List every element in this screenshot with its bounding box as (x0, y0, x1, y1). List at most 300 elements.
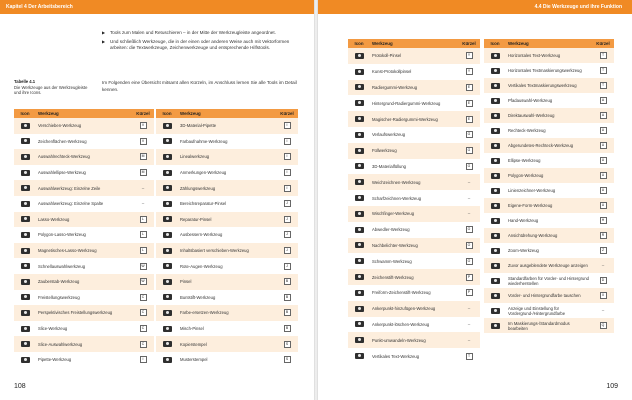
shortcut-key: M (140, 169, 147, 176)
tool-name: Ellipse-Werkzeug (506, 153, 592, 168)
tool-icon-cell (348, 190, 370, 206)
table-row (14, 336, 154, 352)
tool-name: Verschieben-Werkzeug (36, 118, 132, 134)
tool-shortcut-cell (276, 227, 298, 243)
tool-icon-cell (14, 305, 36, 321)
header-key: Kürzel (276, 109, 298, 118)
tool-icon-cell (348, 174, 370, 190)
tool-shortcut-cell (132, 165, 154, 181)
table-row (156, 118, 298, 134)
table-row (156, 180, 298, 196)
shortcut-key: W (141, 263, 145, 268)
no-shortcut: – (467, 306, 471, 312)
header-icon: Icon (348, 39, 370, 48)
shortcut-key: I (284, 138, 291, 145)
tool-icon (491, 158, 500, 164)
tool-icon (491, 53, 500, 59)
tool-name: 3D-Material-Pipette (178, 118, 276, 134)
tool-icon (21, 310, 30, 316)
tool-name: Vertikales Text-Werkzeug (370, 348, 458, 364)
tool-icon-cell (348, 222, 370, 238)
tool-shortcut-cell (592, 63, 614, 78)
tool-name: Magnetisches-Lasso-Werkzeug (36, 243, 132, 259)
table-row (348, 190, 480, 206)
table-row (484, 78, 614, 93)
shortcut-key: Z (600, 247, 607, 254)
tool-shortcut-cell (276, 336, 298, 352)
shortcut-key: H (600, 217, 607, 224)
tool-icon-cell (348, 143, 370, 159)
tool-icon-cell (484, 228, 506, 243)
right-page (318, 0, 632, 400)
tool-shortcut-cell (592, 258, 614, 273)
tool-name: Polygon-Lasso-Werkzeug (36, 227, 132, 243)
tool-shortcut-cell (132, 227, 154, 243)
tool-shortcut-cell (592, 153, 614, 168)
table-row (14, 321, 154, 337)
tool-icon-cell (14, 321, 36, 337)
shortcut-key: I (284, 169, 291, 176)
shortcut-key: E (466, 100, 473, 107)
table-row (484, 63, 614, 78)
table-row (484, 93, 614, 108)
tool-name: Kopierstempel (178, 336, 276, 352)
tool-icon (21, 326, 30, 332)
tool-icon-cell (14, 243, 36, 259)
tool-name: Radiergummi-Werkzeug (370, 80, 458, 96)
tool-shortcut-cell (592, 273, 614, 288)
tool-shortcut-cell (592, 138, 614, 153)
tool-shortcut-cell (592, 183, 614, 198)
tool-shortcut-cell (592, 213, 614, 228)
shortcut-key: J (284, 216, 291, 223)
tool-name: Auswahlellipse-Werkzeug (36, 165, 132, 181)
tool-icon-cell (348, 127, 370, 143)
tool-icon-cell (484, 168, 506, 183)
tool-shortcut-cell (458, 143, 480, 159)
shortcut-key: Y (466, 52, 473, 59)
tool-icon (163, 310, 172, 316)
tool-name: Vertikales Textmaskierungswerkzeug (506, 78, 592, 93)
table-row (484, 153, 614, 168)
table-row (484, 48, 614, 63)
tool-icon-cell (14, 258, 36, 274)
table-row (348, 332, 480, 348)
tool-icon-cell (484, 78, 506, 93)
tool-icon (355, 242, 364, 248)
tool-icon (21, 263, 30, 269)
tool-shortcut-cell (276, 290, 298, 306)
shortcut-key: A (600, 112, 607, 119)
shortcut-key: T (600, 67, 607, 74)
tool-icon (163, 123, 172, 129)
tool-shortcut-cell (276, 258, 298, 274)
tool-icon-cell (484, 303, 506, 318)
tool-icon-cell (348, 253, 370, 269)
tool-icon (355, 211, 364, 217)
tool-name: Ausbessern-Werkzeug (178, 227, 276, 243)
table-row (156, 196, 298, 212)
tool-icon-cell (348, 159, 370, 175)
tool-icon-cell (348, 48, 370, 64)
table-row (14, 149, 154, 165)
table-row (156, 149, 298, 165)
tool-name: Pfadauswahl-Werkzeug (506, 93, 592, 108)
tool-icon (163, 357, 172, 363)
tool-shortcut-cell (276, 305, 298, 321)
header-icon: Icon (14, 109, 36, 118)
table-row (484, 318, 614, 333)
tool-icon (355, 195, 364, 201)
tool-name: Linienzeichner-Werkzeug (506, 183, 592, 198)
tool-icon-cell (484, 108, 506, 123)
tool-icon (355, 148, 364, 154)
tool-shortcut-cell (458, 127, 480, 143)
table-row (348, 174, 480, 190)
tool-shortcut-cell (592, 228, 614, 243)
shortcut-key: T (466, 353, 473, 360)
tool-icon-cell (484, 183, 506, 198)
tool-shortcut-cell (592, 78, 614, 93)
tool-name: Auswahlwerkzeug: Einzelne Spalte (36, 196, 132, 212)
table-row (156, 243, 298, 259)
tool-shortcut-cell (592, 318, 614, 333)
tool-icon (163, 248, 172, 254)
header-tool: Werkzeug (36, 109, 132, 118)
tool-shortcut-cell (592, 48, 614, 63)
tool-name: Abgerundetes-Rechteck-Werkzeug (506, 138, 592, 153)
no-shortcut: – (601, 308, 605, 313)
tool-name: Hand-Werkzeug (506, 213, 592, 228)
table-row (14, 118, 154, 134)
tool-shortcut-cell (592, 108, 614, 123)
tool-shortcut-cell (458, 159, 480, 175)
tool-name: Slice-Werkzeug (36, 321, 132, 337)
tool-icon-cell (156, 134, 178, 150)
tool-icon-cell (484, 153, 506, 168)
tool-shortcut-cell (276, 243, 298, 259)
tool-shortcut-cell (458, 238, 480, 254)
table-row (348, 317, 480, 333)
table-row (348, 285, 480, 301)
no-shortcut: – (467, 321, 471, 327)
tool-icon (355, 274, 364, 280)
tool-icon-cell (156, 243, 178, 259)
table-row (484, 183, 614, 198)
shortcut-key: I (284, 122, 291, 129)
table-row (348, 269, 480, 285)
table-row (348, 127, 480, 143)
table-row (14, 290, 154, 306)
tool-name: Linealwerkzeug (178, 149, 276, 165)
header-key: Kürzel (458, 39, 480, 48)
shortcut-key: W (141, 279, 145, 284)
tool-icon-cell (156, 149, 178, 165)
tool-shortcut-cell (132, 196, 154, 212)
table-row (484, 288, 614, 303)
tool-icon (21, 232, 30, 238)
tool-icon (491, 68, 500, 74)
tool-table-2 (156, 109, 298, 368)
tool-icon (21, 279, 30, 285)
tool-name: Zoom-Werkzeug (506, 243, 592, 258)
tool-icon (21, 201, 30, 207)
tool-icon (163, 279, 172, 285)
tool-icon-cell (484, 318, 506, 333)
shortcut-key: X (600, 292, 607, 299)
tool-name: Schwamm-Werkzeug (370, 253, 458, 269)
shortcut-key: B (284, 309, 291, 316)
tool-icon (491, 218, 500, 224)
tool-icon (491, 233, 500, 239)
table-row (484, 168, 614, 183)
table-row (484, 138, 614, 153)
tool-icon (21, 185, 30, 191)
tool-shortcut-cell (592, 123, 614, 138)
header-key: Kürzel (592, 39, 614, 48)
tool-shortcut-cell (276, 118, 298, 134)
shortcut-key: B (284, 325, 291, 332)
tool-name: Ansichtdrehung-Werkzeug (506, 228, 592, 243)
table-row (348, 80, 480, 96)
table-row (348, 301, 480, 317)
tool-name: Ankerpunkt-hinzufügen-Werkzeug (370, 301, 458, 317)
tool-icon (355, 100, 364, 106)
table-row (156, 305, 298, 321)
tool-icon-cell (14, 352, 36, 368)
tool-icon (21, 216, 30, 222)
header-tool: Werkzeug (506, 39, 592, 48)
page-number-right: 109 (606, 383, 618, 390)
tool-name: Rechteck-Werkzeug (506, 123, 592, 138)
tool-icon-cell (156, 227, 178, 243)
tool-name: Eigene-Form-Werkzeug (506, 198, 592, 213)
shortcut-key: J (284, 247, 291, 254)
tool-name: Horizontales Text-Werkzeug (506, 48, 592, 63)
table-row (348, 238, 480, 254)
tool-shortcut-cell (132, 305, 154, 321)
table-row (156, 352, 298, 368)
tool-name: Zeichenflächen-Werkzeug (36, 134, 132, 150)
tool-name: Schnellauswahlwerkzeug (36, 258, 132, 274)
header-tool: Werkzeug (178, 109, 276, 118)
tool-icon (163, 326, 172, 332)
tool-name: Zählungswerkzeug (178, 180, 276, 196)
tool-icon (355, 258, 364, 264)
shortcut-key: I (284, 185, 291, 192)
tool-icon-cell (14, 149, 36, 165)
tool-name: Inhaltsbasiert verschieben-Werkzeug (178, 243, 276, 259)
tool-icon (355, 353, 364, 359)
tool-shortcut-cell (132, 274, 154, 290)
tool-icon (491, 188, 500, 194)
tool-icon-cell (484, 48, 506, 63)
table-row (156, 227, 298, 243)
tool-icon (355, 179, 364, 185)
table-row (156, 336, 298, 352)
shortcut-key: Q (600, 322, 607, 329)
table-row (156, 212, 298, 228)
tool-icon (355, 306, 364, 312)
tool-shortcut-cell (132, 118, 154, 134)
shortcut-key: P (466, 274, 473, 281)
tool-name: Pipette-Werkzeug (36, 352, 132, 368)
table-row (348, 159, 480, 175)
running-head-right: 4.4 Die Werkzeuge und ihre Funktion (318, 0, 632, 14)
tool-shortcut-cell (276, 165, 298, 181)
tool-name: Anzeige und Einstellung für Vordergrund-/Hintergrundfarbe (506, 303, 592, 318)
tool-name: Ankerpunkt-löschen-Werkzeug (370, 317, 458, 333)
table-row (348, 111, 480, 127)
tool-shortcut-cell (458, 80, 480, 96)
tool-shortcut-cell (132, 290, 154, 306)
tool-icon-cell (156, 290, 178, 306)
tool-icon (163, 341, 172, 347)
tool-name: Freiform-Zeichenstift-Werkzeug (370, 285, 458, 301)
shortcut-key: G (466, 131, 473, 138)
tool-icon (355, 163, 364, 169)
tool-icon-cell (348, 64, 370, 80)
tool-icon (491, 173, 500, 179)
tool-name: Bereichsreparatur-Pinsel (178, 196, 276, 212)
tool-shortcut-cell (458, 174, 480, 190)
tool-name: Im Maskierungs-/Standardmodus bearbeiten (506, 318, 592, 333)
tool-icon (355, 69, 364, 75)
intro-paragraph: Im Folgenden eine Übersicht mitsamt allen Kürzeln, im Anschluss lernen Sie alle Tools im Detail kennen. (102, 80, 297, 92)
table-row (484, 303, 614, 318)
shortcut-key: C (140, 341, 147, 348)
tool-shortcut-cell (132, 180, 154, 196)
tool-name: Farbe-ersetzen-Werkzeug (178, 305, 276, 321)
tool-name: Anmerkungen-Werkzeug (178, 165, 276, 181)
tool-name: Standardfarben für Vorder- und Hintergrund wiederherstellen (506, 273, 592, 288)
tool-icon-cell (156, 336, 178, 352)
tool-icon (21, 248, 30, 254)
table-row (484, 108, 614, 123)
tool-shortcut-cell (458, 269, 480, 285)
table-row (14, 212, 154, 228)
tool-icon-cell (14, 227, 36, 243)
shortcut-key: U (600, 142, 607, 149)
tool-name: Vorder- und Hintergrundfarbe tauschen (506, 288, 592, 303)
tool-icon (163, 170, 172, 176)
tool-icon (21, 123, 30, 129)
tool-name: Auswahlrechteck-Werkzeug (36, 149, 132, 165)
shortcut-key: U (600, 202, 607, 209)
tool-icon-cell (14, 165, 36, 181)
shortcut-key: C (140, 325, 147, 332)
shortcut-key: G (466, 147, 473, 154)
tool-name: Wischfinger-Werkzeug (370, 206, 458, 222)
caption-title: Tabelle 4.1 (14, 79, 36, 84)
table-row (156, 258, 298, 274)
tool-name: Perspektivisches Freistellungswerkzeug (36, 305, 132, 321)
tool-table-4 (484, 39, 614, 333)
shortcut-key: O (466, 258, 473, 265)
shortcut-key: U (600, 127, 607, 134)
tool-icon (491, 308, 500, 314)
tool-icon-cell (348, 111, 370, 127)
table-row (14, 243, 154, 259)
tool-shortcut-cell (592, 303, 614, 318)
tool-icon-cell (348, 80, 370, 96)
tool-icon (491, 293, 500, 299)
caption-text: Die Werkzeuge aus der Werkzeugleiste und ihre Icons. (14, 84, 88, 96)
page-number-left: 108 (14, 383, 26, 390)
tool-name: Direktauswahl-Werkzeug (506, 108, 592, 123)
header-icon: Icon (156, 109, 178, 118)
shortcut-key: S (284, 356, 291, 363)
shortcut-key: P (466, 289, 473, 296)
tool-shortcut-cell (458, 206, 480, 222)
tool-shortcut-cell (276, 274, 298, 290)
tool-icon (491, 263, 500, 269)
shortcut-key: J (284, 200, 291, 207)
tool-icon-cell (156, 180, 178, 196)
shortcut-key: D (600, 277, 607, 284)
tool-icon-cell (348, 301, 370, 317)
shortcut-key: E (466, 116, 473, 123)
tool-icon (355, 337, 364, 343)
tool-icon-cell (156, 352, 178, 368)
tool-icon-cell (156, 305, 178, 321)
tool-icon-cell (484, 93, 506, 108)
tool-shortcut-cell (276, 352, 298, 368)
tool-icon-cell (14, 196, 36, 212)
tool-icon (491, 143, 500, 149)
tool-name: Magischer-Radiergummi-Werkzeug (370, 111, 458, 127)
running-head-left: Kapitel 4 Der Arbeitsbereich (0, 0, 314, 14)
tool-icon-cell (484, 258, 506, 273)
tool-icon-cell (156, 274, 178, 290)
tool-icon (491, 278, 500, 284)
tool-shortcut-cell (276, 149, 298, 165)
tool-icon-cell (484, 198, 506, 213)
tool-shortcut-cell (592, 243, 614, 258)
table-row (348, 222, 480, 238)
no-shortcut: – (467, 337, 471, 343)
table-row (14, 180, 154, 196)
tool-name: Farbaufnahme-Werkzeug (178, 134, 276, 150)
tool-name: Reparatur-Pinsel (178, 212, 276, 228)
shortcut-key: J (284, 263, 291, 270)
tool-icon (491, 128, 500, 134)
tool-icon (163, 138, 172, 144)
tool-icon (163, 263, 172, 269)
tool-name: Slice-Auswahlwerkzeug (36, 336, 132, 352)
tool-icon-cell (484, 243, 506, 258)
tool-icon-cell (348, 332, 370, 348)
tool-shortcut-cell (458, 222, 480, 238)
table-row (14, 305, 154, 321)
table-row (348, 143, 480, 159)
tool-shortcut-cell (458, 111, 480, 127)
left-page (0, 0, 314, 400)
tool-shortcut-cell (458, 348, 480, 364)
tool-icon (491, 203, 500, 209)
table-row (14, 165, 154, 181)
no-shortcut: – (467, 179, 471, 185)
shortcut-key: L (140, 216, 147, 223)
shortcut-key: B (284, 294, 291, 301)
tool-name: Zuvor ausgeblendete Werkzeuge anzeigen (506, 258, 592, 273)
header-key: Kürzel (132, 109, 154, 118)
shortcut-key: L (140, 231, 147, 238)
tool-icon (21, 341, 30, 347)
tool-shortcut-cell (132, 258, 154, 274)
tool-name: Misch-Pinsel (178, 321, 276, 337)
table-row (484, 123, 614, 138)
